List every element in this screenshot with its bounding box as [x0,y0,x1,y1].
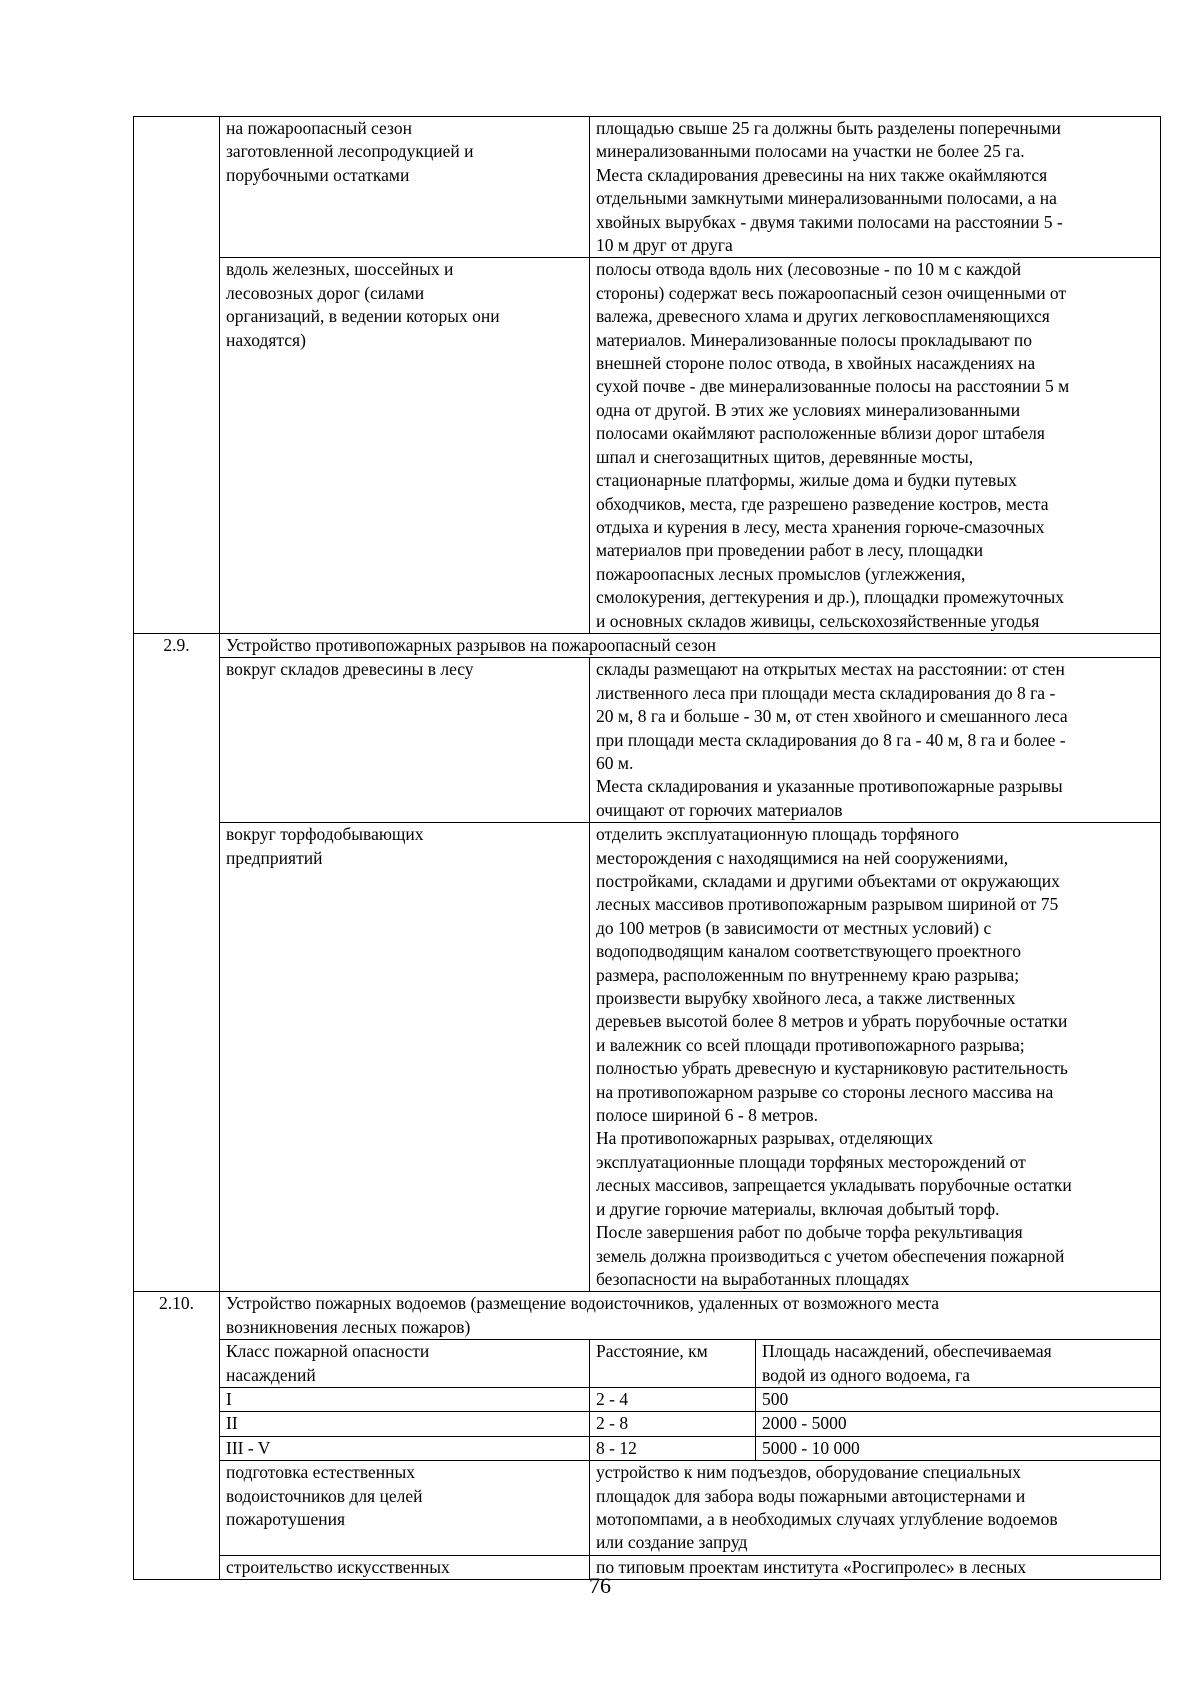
water-table-row [134,1387,1161,1411]
activity-cell: подготовка естественных водоисточников для целей пожаротушения [220,1461,590,1556]
requirement-cell: площадью свыше 25 га должны быть разделены поперечными минерализованными полосами на участки не более 25 га. Места складирования древесины на них также окаймляются отдельными замкнутыми минерализованными полосами, а на хвойных вырубках - двумя такими полосами на расстоянии 5 - 10 м друг от друга [590,117,1161,258]
section-row [134,633,1161,657]
item-number-cell [134,1387,220,1411]
requirement-cell: склады размещают на открытых местах на расстоянии: от стен лиственного леса при площади места складирования до 8 га - 20 м, 8 га и больше - 30 м, от стен хвойного и смешанного леса при площади места складирования до 8 га - 40 м, 8 га и более - 60 м. Места складирования и указанные противопожарные разрывы очищают от горючих материалов [590,658,1161,823]
table-row [134,823,1161,1292]
item-number-cell [134,1340,220,1388]
activity-cell: на пожароопасный сезон заготовленной лесопродукцией и порубочными остатками [220,117,590,258]
table-row [134,258,1161,634]
requirement-cell: отделить эксплуатационную площадь торфяного месторождения с находящимися на ней сооружениями, постройками, складами и другими объектами от окружающих лесных массивов противопожарным разрывом шириной от 75 до 100 метров (в зависимости от местных условий) с водоподводящим каналом соответствующего проектного размера, расположенным по внутреннему краю разрыва; произвести вырубку хвойного леса, а также лиственных деревьев высотой более 8 метров и убрать порубочные остатки и валежник со всей площади противопожарного разрыва; полностью убрать древесную и кустарниковую растительность на противопожарном разрыве со стороны лесного массива на полосе шириной 6 - 8 метров. На противопожарных разрывах, отделяющих эксплуатационные площади торфяных месторождений от лесных массивов, запрещается укладывать порубочные остатки и другие горючие материалы, включая добытый торф. После завершения работ по добыче торфа рекультивация земель должна производиться с учетом обеспечения пожарной безопасности на выработанных площадях [590,823,1161,1292]
distance-cell: 2 - 4 [590,1387,756,1411]
area-cell: 2000 - 5000 [756,1412,1161,1436]
page-number: 76 [589,1573,611,1598]
table-row [134,117,1161,258]
water-table-row [134,1436,1161,1460]
requirement-cell: по типовым проектам института «Росгипролес» в лесных [590,1555,1161,1579]
fire-class-cell: I [220,1387,590,1411]
item-number-cell [134,258,220,634]
requirement-cell: устройство к ним подъездов, оборудование специальных площадок для забора воды пожарными автоцистернами и мотопомпами, а в необходимых случаях углубление водоемов или создание запруд [590,1461,1161,1556]
column-header-class: Класс пожарной опасности насаждений [220,1340,590,1388]
table-row [134,1461,1161,1556]
area-cell: 5000 - 10 000 [756,1436,1161,1460]
distance-cell: 2 - 8 [590,1412,756,1436]
regulations-table [133,116,1161,1580]
distance-cell: 8 - 12 [590,1436,756,1460]
column-header-area: Площадь насаждений, обеспечиваемая водой из одного водоема, га [756,1340,1161,1388]
activity-cell: вокруг складов древесины в лесу [220,658,590,823]
item-number-cell [134,1412,220,1436]
item-number-cell [134,823,220,1292]
requirement-cell: полосы отвода вдоль них (лесовозные - по 10 м с каждой стороны) содержат весь пожароопасный сезон очищенными от валежа, древесного хлама и других легковоспламеняющихся материалов. Минерализованные полосы прокладывают по внешней стороне полос отвода, в хвойных насаждениях на сухой почве - две минерализованные полосы на расстоянии 5 м одна от другой. В этих же условиях минерализованными полосами окаймляют расположенные вблизи дорог штабеля шпал и снегозащитных щитов, деревянные мосты, стационарные платформы, жилые дома и будки путевых обходчиков, места, где разрешено разведение костров, места отдыха и курения в лесу, места хранения горюче-смазочных материалов при проведении работ в лесу, площадки пожароопасных лесных промыслов (углежжения, смолокурения, дегтекурения и др.), площадки промежуточных и основных складов живицы, сельскохозяйственные угодья [590,258,1161,634]
water-table-header [134,1340,1161,1388]
activity-cell: строительство искусственных [220,1555,590,1579]
item-number-cell [134,1461,220,1556]
water-table-row [134,1412,1161,1436]
activity-cell: вокруг торфодобывающих предприятий [220,823,590,1292]
section-row [134,1292,1161,1340]
section-title: Устройство противопожарных разрывов на пожароопасный сезон [220,633,1161,657]
item-number-cell [134,1436,220,1460]
fire-class-cell: III - V [220,1436,590,1460]
section-title: Устройство пожарных водоемов (размещение водоисточников, удаленных от возможного места возникновения лесных пожаров) [220,1292,1161,1340]
area-cell: 500 [756,1387,1161,1411]
item-number-cell [134,117,220,258]
fire-class-cell: II [220,1412,590,1436]
section-number: 2.9. [134,633,220,657]
activity-cell: вдоль железных, шоссейных и лесовозных дорог (силами организаций, в ведении которых они находятся) [220,258,590,634]
column-header-distance: Расстояние, км [590,1340,756,1388]
section-number: 2.10. [134,1292,220,1340]
item-number-cell [134,658,220,823]
table-row [134,658,1161,823]
